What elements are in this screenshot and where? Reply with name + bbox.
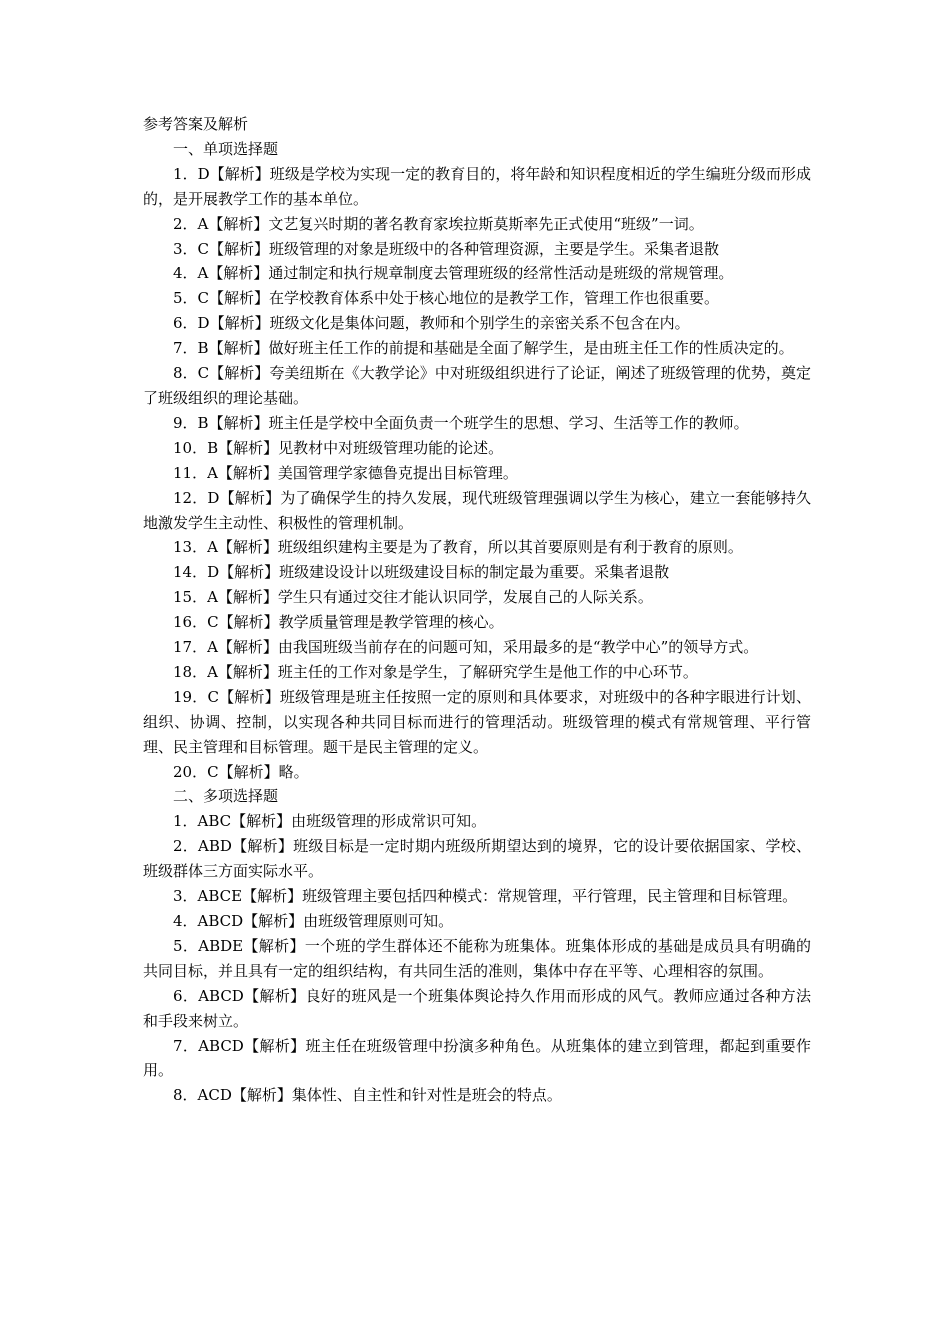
answer-item: 2．A【解析】文艺复兴时期的著名教育家埃拉斯莫斯率先正式使用“班级”一词。 <box>173 214 704 233</box>
answer-item: 12．D【解析】为了确保学生的持久发展，现代班级管理强调以学生为核心，建立一套能够持久地激发学生主动性、积极性的管理机制。 <box>143 488 811 532</box>
answer-item: 5．ABDE【解析】一个班的学生群体还不能称为班集体。班集体形成的基础是成员具有明确的共同目标，并且具有一定的组织结构，有共同生活的准则，集体中存在平等、心理相容的氛围。 <box>143 936 811 980</box>
answer-item: 8．ACD【解析】集体性、自主性和针对性是班会的特点。 <box>173 1086 562 1105</box>
answer-item: 4．ABCD【解析】由班级管理原则可知。 <box>173 912 454 930</box>
section-heading-multiple-choice: 二、多项选择题 <box>173 787 279 806</box>
answer-item: 6．D【解析】班级文化是集体问题，教师和个别学生的亲密关系不包含在内。 <box>173 314 690 333</box>
answer-item: 4．A【解析】通过制定和执行规章制度去管理班级的经常性活动是班级的常规管理。 <box>173 264 734 283</box>
answer-item: 15．A【解析】学生只有通过交往才能认识同学，发展自己的人际关系。 <box>173 588 653 607</box>
answer-item: 2．ABD【解析】班级目标是一定时期内班级所期望达到的境界，它的设计要依据国家、学校、班级群体三方面实际水平。 <box>143 837 811 881</box>
multiple-choice-answers <box>143 809 811 1108</box>
single-choice-answers <box>143 162 811 785</box>
answer-item: 14．D【解析】班级建设设计以班级建设目标的制定最为重要。采集者退散 <box>173 563 670 582</box>
answer-item: 6．ABCD【解析】良好的班风是一个班集体舆论持久作用而形成的风气。教师应通过各种方法和手段来树立。 <box>143 986 811 1030</box>
answer-item: 8．C【解析】夸美纽斯在《大教学论》中对班级组织进行了论证，阐述了班级管理的优势，奠定了班级组织的理论基础。 <box>143 364 811 407</box>
answer-item: 3．C【解析】班级管理的对象是班级中的各种管理资源，主要是学生。采集者退散 <box>173 239 720 258</box>
answer-item: 18．A【解析】班主任的工作对象是学生，了解研究学生是他工作的中心环节。 <box>173 662 698 681</box>
answer-item: 13．A【解析】班级组织建构主要是为了教育，所以其首要原则是有利于教育的原则。 <box>173 538 743 557</box>
answer-item: 7．ABCD【解析】班主任在班级管理中扮演多种角色。从班集体的建立到管理，都起到重要作用。 <box>143 1036 811 1080</box>
answer-item: 11．A【解析】美国管理学家德鲁克提出目标管理。 <box>173 463 518 482</box>
answer-item: 17．A【解析】由我国班级当前存在的问题可知，采用最多的是“教学中心”的领导方式。 <box>173 638 759 657</box>
answer-item: 20．C【解析】略。 <box>173 762 309 781</box>
answer-item: 9．B【解析】班主任是学校中全面负责一个班学生的思想、学习、生活等工作的教师。 <box>173 413 749 432</box>
answer-document <box>143 112 811 1108</box>
answer-item: 19．C【解析】班级管理是班主任按照一定的原则和具体要求，对班级中的各种字眼进行计划、组织、协调、控制，以实现各种共同目标而进行的管理活动。班级管理的模式有常规管理、平行管理、民主管理和目标管理。题干是民主管理的定义。 <box>143 687 811 756</box>
answer-item: 1．ABC【解析】由班级管理的形成常识可知。 <box>173 812 487 831</box>
answer-item: 10．B【解析】见教材中对班级管理功能的论述。 <box>173 438 504 457</box>
document-title: 参考答案及解析 <box>143 115 249 133</box>
answer-item: 16．C【解析】教学质量管理是教学管理的核心。 <box>173 613 504 632</box>
answer-item: 7．B【解析】做好班主任工作的前提和基础是全面了解学生，是由班主任工作的性质决定的。 <box>173 339 794 358</box>
answer-item: 3．ABCE【解析】班级管理主要包括四种模式：常规管理，平行管理，民主管理和目标管理。 <box>173 887 798 906</box>
answer-item: 1．D【解析】班级是学校为实现一定的教育目的，将年龄和知识程度相近的学生编班分级而形成的，是开展教学工作的基本单位。 <box>143 164 811 208</box>
section-heading-single-choice: 一、单项选择题 <box>173 139 279 158</box>
answer-item: 5．C【解析】在学校教育体系中处于核心地位的是教学工作，管理工作也很重要。 <box>173 289 720 308</box>
